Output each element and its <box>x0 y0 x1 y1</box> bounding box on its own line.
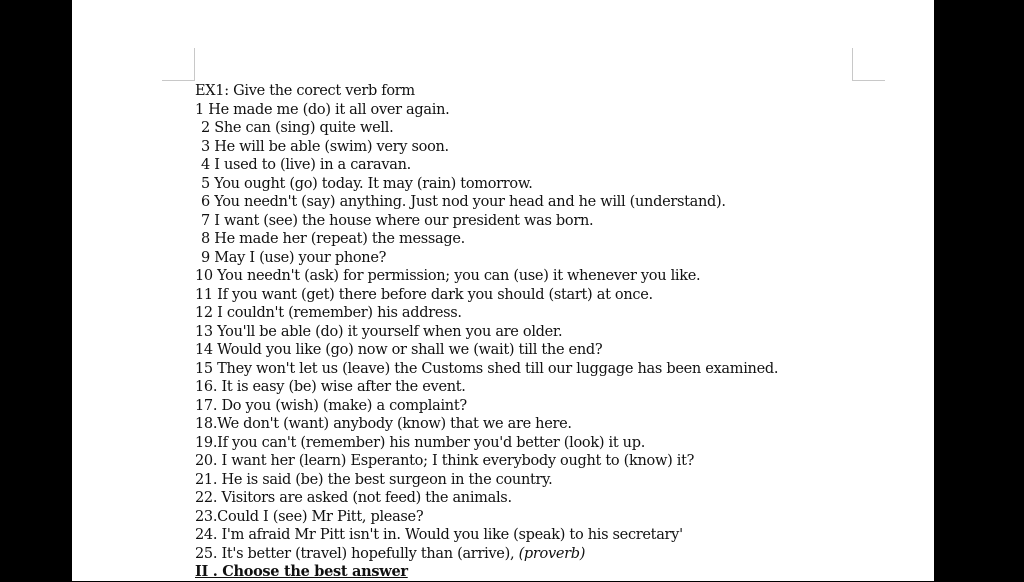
exercise-line: 17. Do you (wish) (make) a complaint? <box>195 397 467 414</box>
exercise-line: 18.We don't (want) anybody (know) that we are here. <box>195 416 572 432</box>
section-2-heading: II . Choose the best answer <box>195 563 408 580</box>
exercise-line: 1 He made me (do) it all over again. <box>195 101 450 118</box>
exercise-lines <box>195 101 835 545</box>
exercise-line: 10 You needn't (ask) for permission; you can (use) it whenever you like. <box>195 268 701 284</box>
exercise-line: 11 If you want (get) there before dark you should (start) at once. <box>195 286 653 303</box>
exercise-line: 8 He made her (repeat) the message. <box>201 231 465 247</box>
top-left-margin-mark <box>162 48 195 81</box>
exercise-line: 4 I used to (live) in a caravan. <box>201 157 411 173</box>
exercise-line-25-note: (proverb) <box>518 545 586 562</box>
exercise-line: 9 May I (use) your phone? <box>201 249 387 266</box>
exercise-line: 19.If you can't (remember) his number you'd better (look) it up. <box>195 434 646 451</box>
exercise-line: 24. I'm afraid Mr Pitt isn't in. Would you like (speak) to his secretary' <box>195 527 683 543</box>
exercise-line: 13 You'll be able (do) it yourself when you are older. <box>195 323 563 340</box>
exercise-line: 6 You needn't (say) anything. Just nod your head and he will (understand). <box>201 194 726 210</box>
exercise-line: 20. I want her (learn) Esperanto; I think everybody ought to (know) it? <box>195 453 695 469</box>
exercise-line: 14 Would you like (go) now or shall we (wait) till the end? <box>195 342 603 358</box>
exercise-line: 21. He is said (be) the best surgeon in the country. <box>195 471 553 488</box>
exercise-line: 16. It is easy (be) wise after the event. <box>195 379 466 395</box>
exercise-line: 5 You ought (go) today. It may (rain) tomorrow. <box>201 175 533 192</box>
top-right-margin-mark <box>852 48 885 81</box>
exercise-line-25 <box>195 545 835 564</box>
exercise-line: 3 He will be able (swim) very soon. <box>201 138 449 155</box>
exercise-line: 2 She can (sing) quite well. <box>201 120 394 136</box>
exercise-title: EX1: Give the corect verb form <box>195 83 415 99</box>
document-body[interactable] <box>195 82 835 582</box>
exercise-line: 7 I want (see) the house where our president was born. <box>201 212 594 229</box>
exercise-line-25-text: 25. It's better (travel) hopefully than (arrive), <box>195 545 519 562</box>
exercise-line: 23.Could I (see) Mr Pitt, please? <box>195 508 424 525</box>
exercise-line: 22. Visitors are asked (not feed) the animals. <box>195 490 512 506</box>
exercise-line: 12 I couldn't (remember) his address. <box>195 305 462 321</box>
exercise-line: 15 They won't let us (leave) the Customs shed till our luggage has been examined. <box>195 360 779 377</box>
